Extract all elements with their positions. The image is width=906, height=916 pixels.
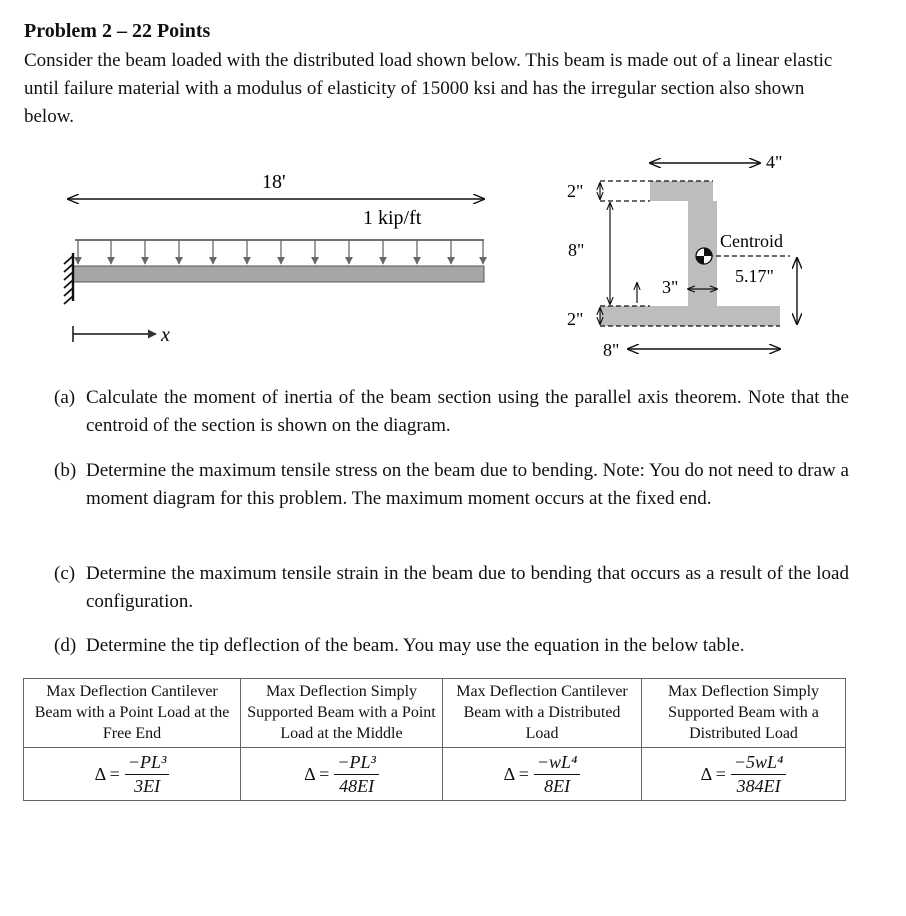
- part-d: [54, 632, 849, 660]
- table-header-cell: Max Deflection Cantilever Beam with a Distributed Load: [443, 679, 642, 748]
- table-formula-row: [24, 748, 846, 801]
- beam-body: [73, 266, 484, 282]
- centroid-icon: [696, 248, 712, 264]
- formula: Δ = $\frac{\text{−wL⁴}}{8EI}$: [504, 752, 581, 797]
- centroid-label: Centroid: [720, 231, 783, 251]
- part-b-text: Determine the maximum tensile stress on the beam due to bending. Note: You do not need to draw a moment diagram for this problem. The maximum moment occurs at the fixed end.: [86, 460, 849, 509]
- bottom-width-label: 8": [603, 340, 620, 360]
- part-c-label: (c): [54, 563, 76, 584]
- top-flange-label: 2": [567, 181, 584, 201]
- problem-intro: Consider the beam loaded with the distributed load shown below. This beam is made out of a linear elastic until failure material with a modulus of elasticity of 15000 ksi and has the irregular section also shown below.: [24, 50, 833, 127]
- beam-length-label: 18': [262, 171, 286, 193]
- load-label: 1 kip/ft: [363, 207, 422, 229]
- table-header-row: [24, 679, 846, 748]
- x-axis-label: x: [161, 324, 170, 346]
- part-a-label: (a): [54, 387, 76, 408]
- problem-figure: [0, 140, 906, 365]
- formula: Δ = $\frac{\text{−PL³}}{48EI}$: [304, 752, 379, 797]
- fixed-support-hatch: [64, 256, 73, 304]
- table-header-cell: Max Deflection Simply Supported Beam with a Point Load at the Middle: [241, 679, 443, 748]
- part-d-label: (d): [54, 635, 77, 656]
- part-d-text: Determine the tip deflection of the beam. You may use the equation in the below table.: [86, 635, 745, 656]
- part-b-label: (b): [54, 460, 77, 481]
- table-formula-cell: [241, 748, 443, 801]
- table-formula-cell: [443, 748, 642, 801]
- centroid-dim-label: 5.17": [735, 266, 774, 286]
- top-width-label: 4": [766, 152, 783, 172]
- deflection-table: [23, 678, 846, 801]
- part-c: [54, 560, 849, 616]
- part-a: [54, 384, 849, 440]
- part-b: [54, 457, 849, 513]
- bottom-flange-label: 2": [567, 309, 584, 329]
- table-header-cell: Max Deflection Simply Supported Beam with a Distributed Load: [642, 679, 846, 748]
- cross-section-shape: [600, 181, 780, 326]
- formula: Δ = $\frac{\text{−PL³}}{3EI}$: [95, 752, 170, 797]
- part-a-text: Calculate the moment of inertia of the beam section using the parallel axis theorem. Note that the centroid of the section is shown on the diagram.: [86, 387, 849, 436]
- table-header-cell: Max Deflection Cantilever Beam with a Point Load at the Free End: [24, 679, 241, 748]
- problem-title: Problem 2 – 22 Points: [24, 20, 211, 42]
- part-c-text: Determine the maximum tensile strain in the beam due to bending that occurs as a result of the load configuration.: [86, 563, 849, 612]
- distributed-load-arrows: [78, 240, 483, 264]
- table-formula-cell: [24, 748, 241, 801]
- table-formula-cell: [642, 748, 846, 801]
- formula: Δ = $\frac{\text{−5wL⁴}}{384EI}$: [701, 752, 787, 797]
- web-height-label: 8": [568, 240, 585, 260]
- web-width-label: 3": [662, 277, 679, 297]
